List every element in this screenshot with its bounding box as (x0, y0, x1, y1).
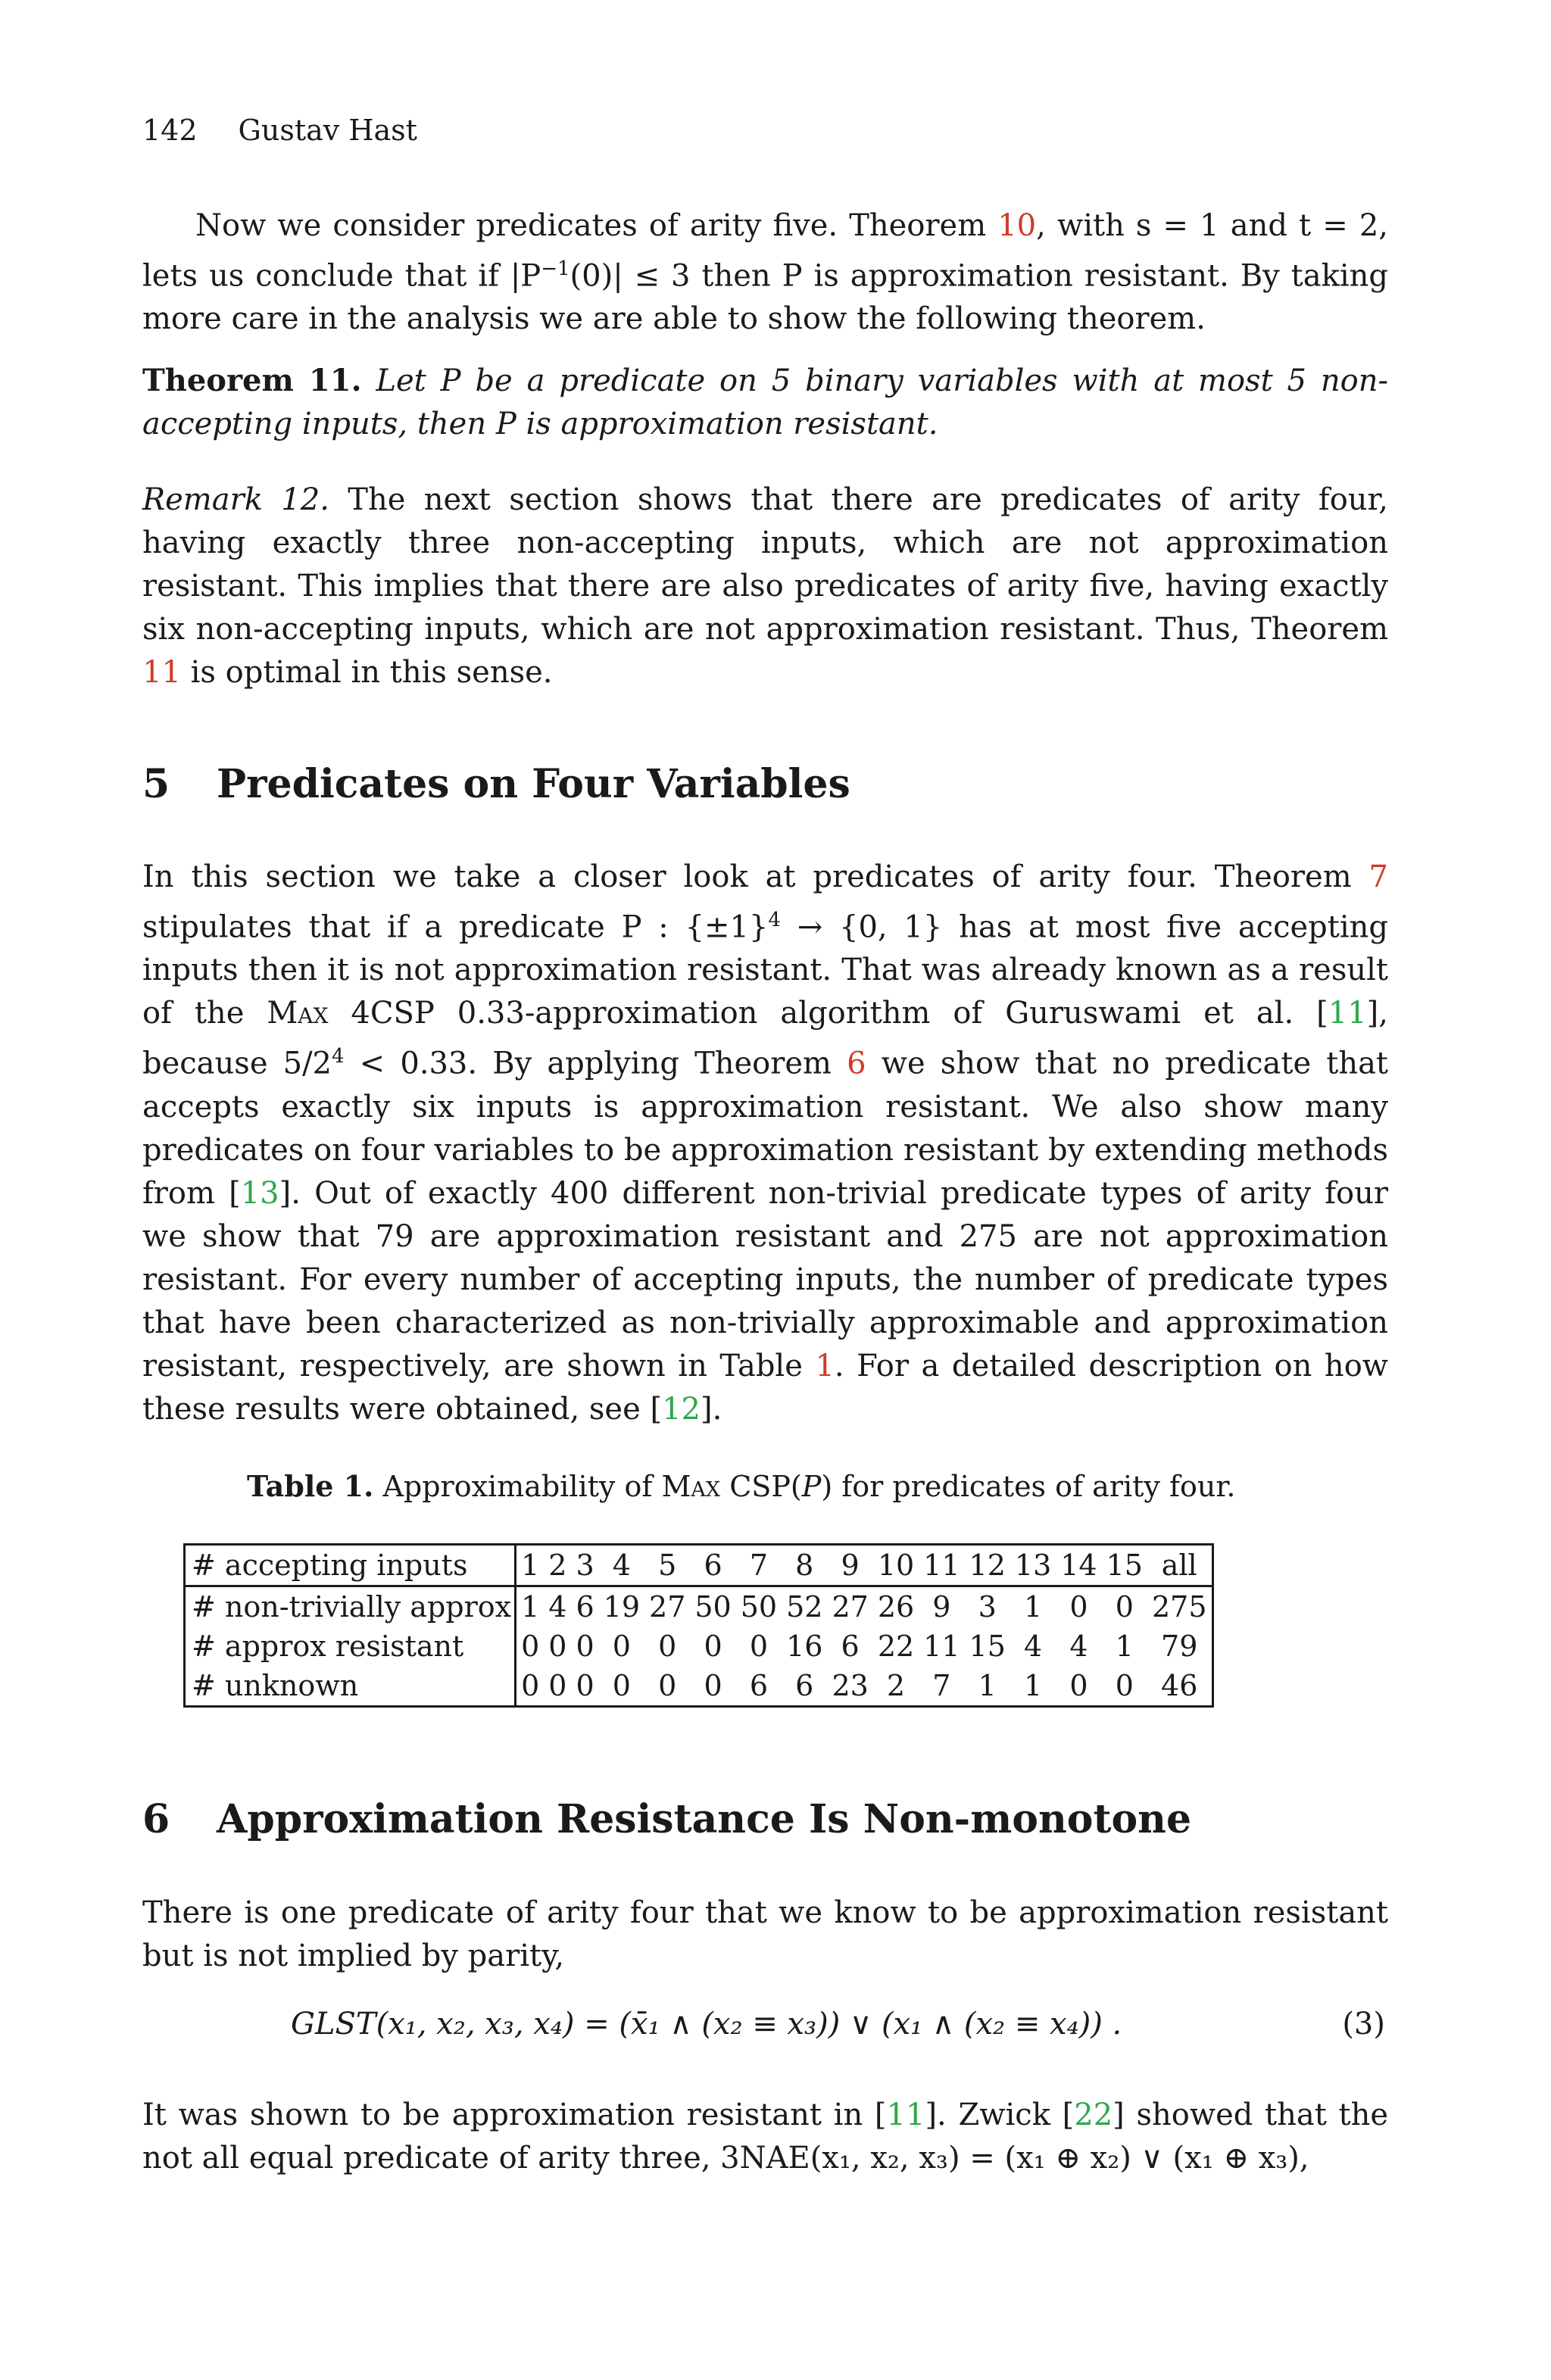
table-cell: 5 (644, 1545, 690, 1586)
section-5-number: 5 (142, 761, 170, 807)
table-header-row (185, 1545, 1213, 1586)
table-cell: 11 (923, 1630, 960, 1663)
table-cell: 1 (1023, 1590, 1043, 1624)
table-cell: 22 (877, 1630, 915, 1663)
intro-superscript: −1 (541, 257, 570, 280)
theorem-6-link[interactable]: 6 (847, 1046, 866, 1081)
row-label-cell: # accepting inputs (185, 1545, 516, 1586)
table-cell: 0 (658, 1630, 677, 1663)
table-cell: 1 (1023, 1669, 1043, 1702)
author-name: Gustav Hast (238, 114, 417, 147)
table-cell: 3 (978, 1590, 997, 1624)
table-cell: 4 (548, 1590, 567, 1624)
table-cell: 0 (576, 1669, 594, 1702)
caption-p: P (801, 1470, 822, 1503)
table-cell: 3 (571, 1545, 598, 1586)
theorem-7-link[interactable]: 7 (1368, 859, 1388, 894)
caption-text-3: ) for predicates of arity four. (821, 1470, 1236, 1503)
table-cell: 19 (603, 1590, 641, 1624)
theorem-11 (142, 359, 1388, 446)
remark-text-2: is optimal in this sense. (180, 655, 553, 690)
row-label-cell: # unknown (185, 1666, 516, 1707)
table-cell: 6 (690, 1545, 735, 1586)
remark-text-1: The next section shows that there are predicates of arity four, having exactly three non-accepting inputs, which are not approximation resistant. This implies that there are also predicates of arity five, having exactly six non-accepting inputs, which are not approximation resistant. Thus, Theorem (142, 482, 1388, 647)
table-cell: 7 (932, 1669, 951, 1702)
s5-text-5: ], because 5/2 (142, 996, 1388, 1081)
table-cell: 0 (704, 1630, 722, 1663)
s5-text-4: 4CSP 0.33-approximation algorithm of Guruswami et al. [ (328, 996, 1328, 1031)
table-1-caption (247, 1469, 1235, 1503)
table-cell: 23 (832, 1669, 869, 1702)
table-cell: 15 (969, 1630, 1006, 1663)
table-cell: 0 (658, 1669, 677, 1702)
citation-12-link[interactable]: 12 (662, 1391, 701, 1427)
s5-max-smallcaps: Max (267, 996, 329, 1031)
table-cell: 10 (873, 1545, 919, 1586)
table-cell: 2 (544, 1545, 571, 1586)
table-cell: 46 (1161, 1669, 1198, 1702)
equation-body: GLST(x₁, x₂, x₃, x₄) = (x̄₁ ∧ (x₂ ≡ x₃)) ∨ (x₁ ∧ (x₂ ≡ x₄)) . (291, 2007, 1122, 2042)
intro-text-1: Now we consider predicates of arity five. Theorem (195, 208, 998, 243)
s5-text-7: we show that no predicate that accepts exactly six inputs is approximation resistant. We also show many predicates on four variables to be approximation resistant by extending methods from [ (142, 1046, 1389, 1211)
table-cell: 26 (877, 1590, 915, 1624)
table-cell: 9 (827, 1545, 872, 1586)
table-cell: 7 (736, 1545, 782, 1586)
table-cell: 6 (795, 1669, 814, 1702)
section-5-heading (142, 761, 1388, 807)
table-cell: 0 (612, 1669, 631, 1702)
theorem-11-link[interactable]: 11 (142, 655, 181, 690)
citation-11-link[interactable]: 11 (1328, 996, 1367, 1031)
intro-text-3: (0)| ≤ 3 then P is approximation resistant. By taking more care in the analysis we are able to show the following theorem. (142, 258, 1389, 337)
table-cell: 9 (932, 1590, 951, 1624)
table-1 (183, 1543, 1214, 1708)
section-6-heading (142, 1796, 1388, 1842)
table-row (185, 1627, 1213, 1666)
s5-text-2: stipulates that if a predicate P : {±1} (142, 909, 769, 945)
s5-sup-1: 4 (768, 909, 781, 931)
s6-text-2c: ] showed that the not all equal predicate of arity three, 3NAE(x₁, x₂, x₃) = (x₁ ⊕ x₂) ∨ (x₁ ⊕ x₃), (142, 2098, 1389, 2176)
s5-text-8: ]. Out of exactly 400 different non-trivial predicate types of arity four we show that 79 are approximation resistant and 275 are not approximation resistant. For every number of accepting inputs, the number of predicate types that have been characterized as non-trivially approximable and approximation resistant, respectively, are shown in Table (142, 1175, 1389, 1383)
section-6-number: 6 (142, 1796, 170, 1842)
table-cell: 8 (782, 1545, 827, 1586)
caption-text-1: Approximability of (382, 1470, 662, 1503)
table-cell: 4 (1069, 1630, 1088, 1663)
section-6-paragraph-1 (142, 1892, 1388, 1978)
table-cell: 50 (694, 1590, 732, 1624)
table-1-link[interactable]: 1 (815, 1348, 835, 1383)
table-row (185, 1586, 1213, 1627)
s5-text-10: ]. (701, 1391, 722, 1427)
caption-text-2: CSP( (720, 1470, 802, 1503)
table-cell: 27 (832, 1590, 869, 1624)
table-cell: 0 (704, 1669, 722, 1702)
table-cell: 0 (1069, 1590, 1088, 1624)
s5-text-3: → {0, 1} has at most five accepting inputs then it is not approximation resistant. That was already known as a result of the (142, 909, 1388, 1031)
row-label-cell: # non-trivially approx (185, 1586, 516, 1627)
theorem-11-label: Theorem 11. (142, 363, 362, 398)
table-cell: 27 (649, 1590, 686, 1624)
table-row (185, 1666, 1213, 1707)
s5-text-9: . For a detailed description on how these results were obtained, see [ (142, 1348, 1389, 1427)
table-cell: 16 (786, 1630, 823, 1663)
table-cell: 6 (749, 1669, 768, 1702)
remark-12 (142, 479, 1388, 694)
s5-text-6: < 0.33. By applying Theorem (344, 1046, 847, 1081)
table-cell: 0 (612, 1630, 631, 1663)
table-cell: 13 (1010, 1545, 1056, 1586)
table-cell: 275 (1151, 1590, 1207, 1624)
table-cell: 0 (1069, 1669, 1088, 1702)
table-cell: 0 (548, 1669, 567, 1702)
section-6-paragraph-2 (142, 2094, 1388, 2180)
table-cell: 0 (521, 1630, 540, 1663)
table-cell: 0 (1115, 1669, 1134, 1702)
equation-number: (3) (1342, 2007, 1385, 2042)
intro-paragraph (142, 204, 1388, 341)
s6-text-2b: ]. Zwick [ (925, 2098, 1075, 2132)
s5-text-1: In this section we take a closer look at predicates of arity four. Theorem (142, 859, 1369, 894)
table-cell: 50 (740, 1590, 778, 1624)
citation-22-link[interactable]: 22 (1074, 2098, 1113, 2132)
table-cell: all (1147, 1545, 1212, 1586)
section-5-paragraph (142, 856, 1388, 1431)
table-cell: 52 (786, 1590, 823, 1624)
table-cell: 12 (965, 1545, 1010, 1586)
table-cell: 1 (1115, 1630, 1134, 1663)
section-6-title: Approximation Resistance Is Non-monotone (217, 1796, 1192, 1842)
table-cell: 14 (1056, 1545, 1101, 1586)
row-label-cell: # approx resistant (185, 1627, 516, 1666)
table-cell: 79 (1161, 1630, 1198, 1663)
table-cell: 6 (576, 1590, 594, 1624)
table-cell: 0 (521, 1669, 540, 1702)
intro-text-2: , with s = 1 and t = 2, lets us conclude that if |P (142, 208, 1388, 294)
s5-sup-2: 4 (332, 1045, 345, 1068)
table-cell: 11 (919, 1545, 964, 1586)
table-cell: 0 (576, 1630, 594, 1663)
citation-11-link-2[interactable]: 11 (886, 2098, 925, 2132)
remark-12-label: Remark 12. (142, 482, 329, 517)
table-cell: 1 (516, 1545, 545, 1586)
theorem-10-link[interactable]: 10 (997, 208, 1037, 243)
table-cell: 0 (1115, 1590, 1134, 1624)
s6-text-1: There is one predicate of arity four that we know to be approximation resistant but is not implied by parity, (142, 1895, 1388, 1973)
table-cell: 0 (548, 1630, 567, 1663)
table-cell: 1 (978, 1669, 997, 1702)
table-cell: 1 (521, 1590, 540, 1624)
table-cell: 6 (841, 1630, 860, 1663)
running-header (142, 114, 417, 147)
table-cell: 0 (749, 1630, 768, 1663)
s6-text-2a: It was shown to be approximation resistant in [ (142, 2098, 887, 2132)
table-cell: 15 (1102, 1545, 1147, 1586)
caption-max: Max (661, 1470, 721, 1503)
section-5-title: Predicates on Four Variables (217, 761, 850, 807)
theorem-11-text: Let P be a predicate on 5 binary variables with at most 5 non-accepting inputs, then P is approximation resistant. (142, 363, 1389, 441)
table-1-label: Table 1. (247, 1469, 374, 1503)
citation-13-link[interactable]: 13 (240, 1175, 279, 1211)
table-cell: 4 (1023, 1630, 1043, 1663)
table-cell: 4 (599, 1545, 644, 1586)
table-cell: 2 (886, 1669, 906, 1702)
page-number: 142 (142, 114, 198, 147)
